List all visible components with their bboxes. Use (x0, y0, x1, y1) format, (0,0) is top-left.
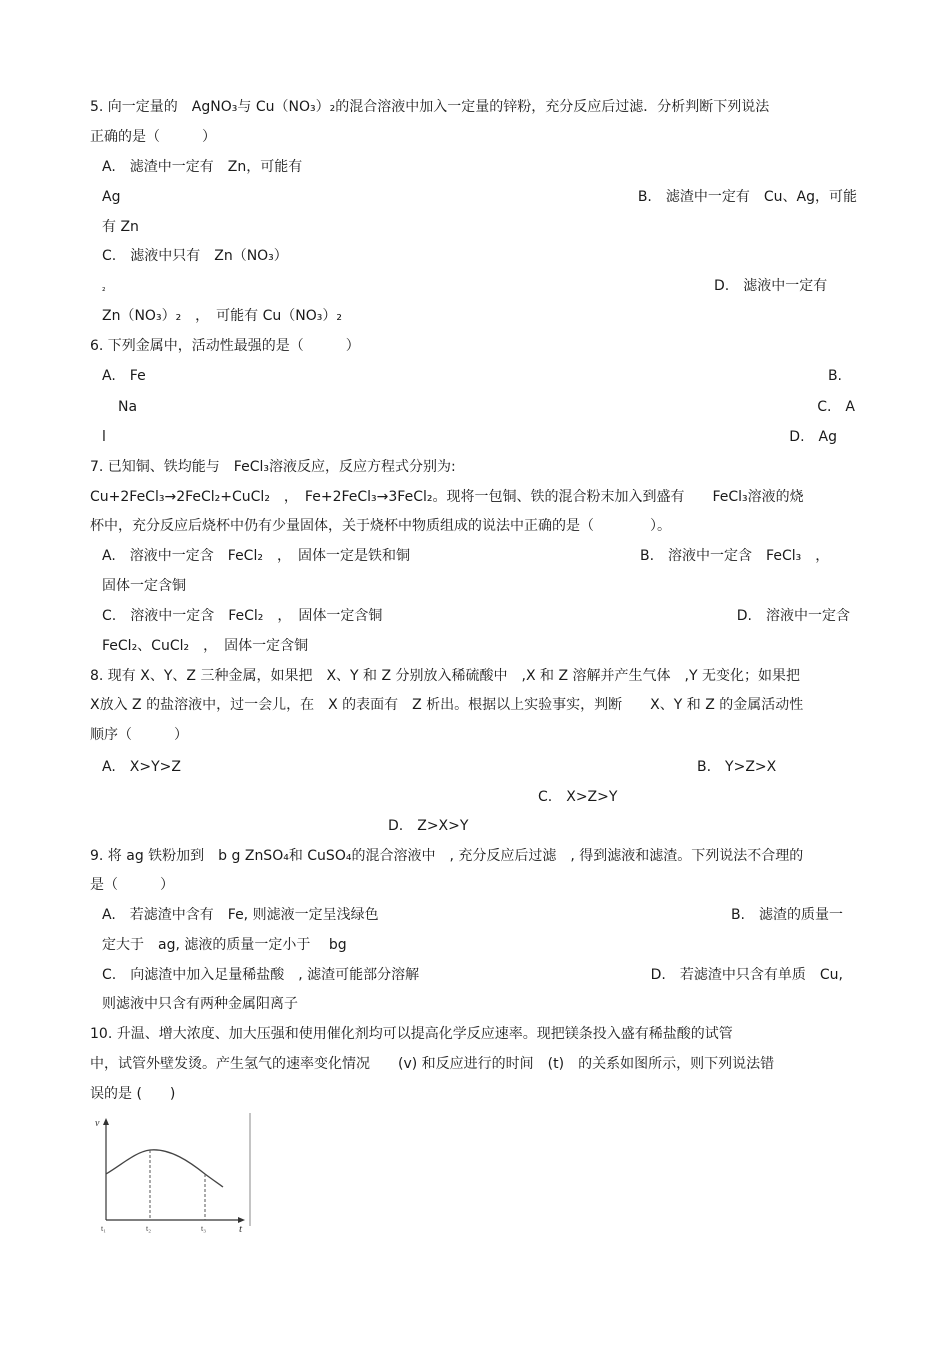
y-axis-arrow (103, 1118, 109, 1125)
q10-stem-3: 误的是 ( ) (90, 1086, 176, 1102)
q5-option-c: C. 滤液中只有 Zn（NO₃） (102, 248, 288, 264)
q5-option-d-cont: Zn（NO₃）₂ ， 可能有 Cu（NO₃）₂ (102, 308, 342, 324)
q5-option-d: D. 滤液中一定有 (714, 278, 828, 294)
q10-stem-2: 中，试管外壁发烫。产生氢气的速率变化情况 (v) 和反应进行的时间 (t) 的关系如图所示，则下列说法错 (90, 1056, 775, 1072)
q7-option-b-cont: 固体一定含铜 (102, 578, 186, 594)
q8-option-c: C. X>Z>Y (538, 789, 618, 805)
x-axis-label: t (239, 1223, 243, 1233)
tick-t3: t₃ (201, 1224, 207, 1233)
q7-option-a: A. 溶液中一定含 FeCl₂ ， 固体一定是铁和铜 (102, 548, 410, 564)
q8-option-b: B. Y>Z>X (697, 759, 777, 775)
q7-equation: Cu+2FeCl₃→2FeCl₂+CuCl₂ ， Fe+2FeCl₃→3FeCl₂。现将一包铜、铁的混合粉末加入到盛有 FeCl₃溶液的烧 (90, 489, 804, 505)
q5-stem-cont: 正确的是（ ） (90, 129, 216, 145)
q7-option-d: D. 溶液中一定含 (736, 608, 850, 624)
y-axis-label: v (95, 1118, 100, 1129)
q9-option-d: D. 若滤渣中只含有单质 Cu, (650, 967, 843, 983)
q5-stem: 5. 向一定量的 AgNO₃与 Cu（NO₃）₂的混合溶液中加入一定量的锌粉，充分反应后过滤．分析判断下列说法 (90, 99, 770, 115)
q9-option-c: C. 向滤渣中加入足量稀盐酸 , 滤渣可能部分溶解 (102, 967, 420, 983)
q5-option-b-cont: 有 Zn (102, 219, 139, 235)
q6-option-d: D. Ag (789, 429, 837, 445)
q6-stem: 6. 下列金属中，活动性最强的是（ ） (90, 338, 360, 354)
q10-stem: 10. 升温、增大浓度、加大压强和使用催化剂均可以提高化学反应速率。现把镁条投入盛有稀盐酸的试管 (90, 1026, 733, 1042)
q5-option-c-cont: ₂ (102, 284, 106, 294)
q7-stem: 7. 已知铜、铁均能与 FeCl₃溶液反应，反应方程式分别为: (90, 459, 456, 475)
tick-t2: t₂ (146, 1224, 152, 1233)
q9-stem: 9. 将 ag 铁粉加到 b g ZnSO₄和 CuSO₄的混合溶液中 , 充分反应后过滤 , 得到滤液和滤渣。下列说法不合理的 (90, 848, 804, 864)
q7-option-d-cont: FeCl₂、CuCl₂ ， 固体一定含铜 (102, 638, 309, 654)
q8-option-d: D. Z>X>Y (388, 818, 469, 834)
q7-option-b: B. 溶液中一定含 FeCl₃ ， (640, 548, 830, 564)
q5-option-a-cont: Ag (102, 189, 121, 205)
q9-option-d-cont: 则滤液中只含有两种金属阳离子 (102, 996, 298, 1012)
tick-t1: t₁ (101, 1224, 107, 1233)
q5-option-a: A. 滤渣中一定有 Zn，可能有 (102, 159, 303, 175)
q5-option-b: B. 滤渣中一定有 Cu、Ag，可能 (637, 189, 857, 205)
q6-option-b-cont: Na (118, 399, 138, 415)
q8-stem-2: X放入 Z 的盐溶液中，过一会儿，在 X 的表面有 Z 析出。根据以上实验事实，判断 X、Y 和 Z 的金属活动性 (90, 697, 804, 713)
q8-option-a: A. X>Y>Z (102, 759, 181, 775)
q9-stem-cont: 是（ ） (90, 877, 174, 893)
q7-option-c: C. 溶液中一定含 FeCl₂ ， 固体一定含铜 (102, 608, 383, 624)
q6-option-b: B. (827, 368, 842, 384)
q7-stem-cont: 杯中，充分反应后烧杯中仍有少量固体，关于烧杯中物质组成的说法中正确的是（ ）。 (90, 518, 671, 534)
q6-option-c: C. A (817, 399, 855, 415)
q9-option-b: B. 滤渣的质量一 (730, 907, 843, 923)
q6-option-c-cont: l (102, 429, 106, 445)
q9-option-a: A. 若滤渣中含有 Fe, 则滤液一定呈浅绿色 (102, 907, 379, 923)
q8-stem-3: 顺序（ ） (90, 727, 188, 743)
q8-stem: 8. 现有 X、Y、Z 三种金属，如果把 X、Y 和 Z 分别放入稀硫酸中 ,X 和 Z 溶解并产生气体 ,Y 无变化；如果把 (90, 668, 800, 684)
rate-time-graph (95, 1108, 255, 1233)
q6-option-a: A. Fe (102, 368, 146, 384)
q9-option-b-cont: 定大于 ag, 滤液的质量一定小于 bg (102, 937, 347, 953)
